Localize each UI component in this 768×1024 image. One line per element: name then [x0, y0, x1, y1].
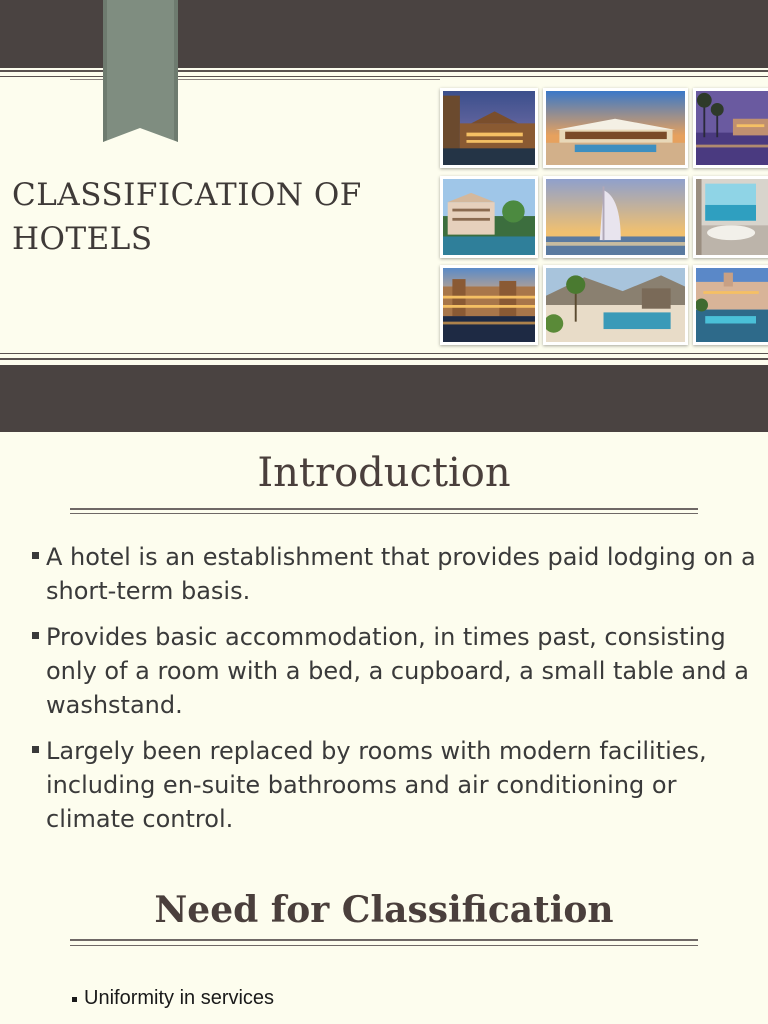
- need-bullet-list: [72, 987, 274, 1010]
- burj-al-arab-icon: [543, 176, 688, 258]
- divider: [0, 353, 768, 354]
- cover-title-line: CLASSIFICATION OF: [12, 177, 362, 213]
- list-item: Uniformity in services: [72, 987, 274, 1010]
- cover-slide: [0, 0, 768, 432]
- bottom-band: [0, 365, 768, 432]
- heading-underline: [70, 508, 698, 510]
- resort-pool-icon: [693, 265, 768, 345]
- waterfront-villa-icon: [440, 176, 538, 258]
- list-item: Largely been replaced by rooms with modern facilities, including en-suite bathrooms and air conditioning or climate control.: [30, 734, 760, 836]
- suite-bathtub-icon: [693, 176, 768, 258]
- hotel-castle-icon: [440, 88, 538, 168]
- palm-lake-resort-icon: [693, 88, 768, 168]
- cover-title: [12, 173, 432, 261]
- city-hotel-night-icon: [440, 265, 538, 345]
- cover-title-line: HOTELS: [12, 221, 153, 257]
- heading-underline: [70, 939, 698, 941]
- list-item: A hotel is an establishment that provides paid lodging on a short-term basis.: [30, 540, 760, 608]
- desert-tent-pool-icon: [543, 88, 688, 168]
- bookmark-ribbon-icon: [103, 0, 178, 142]
- content-slide: [0, 432, 768, 1024]
- divider: [0, 358, 768, 360]
- heading-underline: [70, 513, 698, 514]
- hotel-photo-collage: [440, 88, 768, 348]
- need-heading: Need for Classification: [154, 889, 614, 931]
- intro-bullet-list: [30, 540, 760, 848]
- intro-heading: Introduction: [257, 450, 511, 496]
- list-item: Provides basic accommodation, in times past, consisting only of a room with a bed, a cupboard, a small table and a washstand.: [30, 620, 760, 722]
- heading-underline: [70, 945, 698, 946]
- beach-pool-palms-icon: [543, 265, 688, 345]
